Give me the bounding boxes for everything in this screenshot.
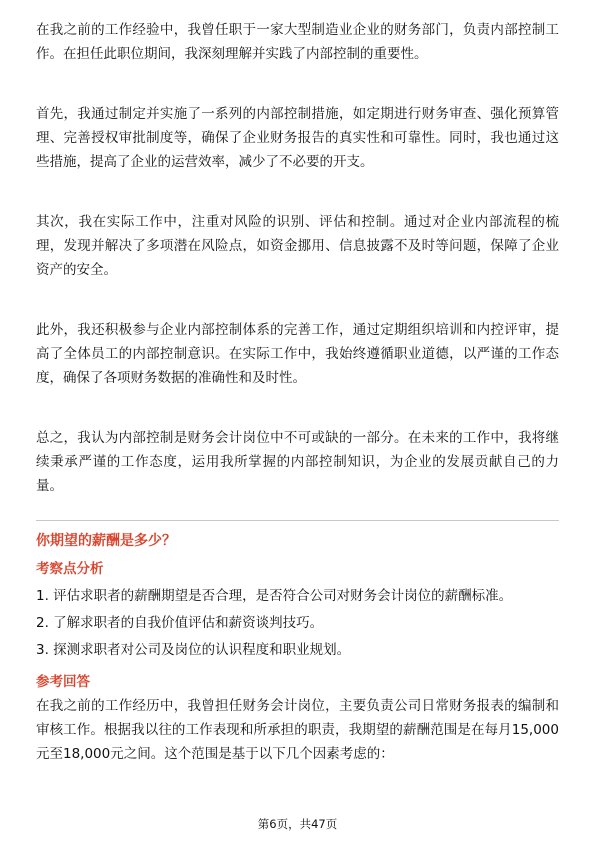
analysis-item: 3. 探测求职者对公司及岗位的认识程度和职业规划。 [36,642,351,658]
analysis-heading: 考察点分析 [36,561,104,577]
paragraph-second: 其次，我在实际工作中，注重对风险的识别、评估和控制。通过对企业内部流程的梳理，发现并解决了多项潜在风险点，如资金挪用、信息披露不及时等问题，保障了企业资产的安全。 [36,214,559,278]
paragraph-first: 首先，我通过制定并实施了一系列的内部控制措施，如定期进行财务审查、强化预算管理、完善授权审批制度等，确保了企业财务报告的真实性和可靠性。同时，我也通过这些措施，提高了企业的运营效率，减少了不必要的开支。 [36,106,559,170]
paragraph-experience: 在我之前的工作经验中，我曾任职于一家大型制造业企业的财务部门，负责内部控制工作。在担任此职位期间，我深刻理解并实践了内部控制的重要性。 [36,22,559,62]
document-body [36,18,559,766]
analysis-list [36,583,559,664]
answer-heading: 参考回答 [36,674,90,690]
answer-text: 在我之前的工作经历中，我曾担任财务会计岗位，主要负责公司日常财务报表的编制和审核工作。根据我以往的工作表现和所承担的职责，我期望的薪酬范围是在每月15,000元至18,000元之间。这个范围是基于以下几个因素考虑的： [36,698,559,762]
paragraph-additionally: 此外，我还积极参与企业内部控制体系的完善工作，通过定期组织培训和内控评审，提高了全体员工的内部控制意识。在实际工作中，我始终遵循职业道德，以严谨的工作态度，确保了各项财务数据的准确性和及时性。 [36,322,559,386]
analysis-item: 2. 了解求职者的自我价值评估和薪资谈判技巧。 [36,615,324,631]
analysis-item: 1. 评估求职者的薪酬期望是否合理，是否符合公司对财务会计岗位的薪酬标准。 [36,588,513,604]
paragraph-conclusion: 总之，我认为内部控制是财务会计岗位中不可或缺的一部分。在未来的工作中，我将继续秉承严谨的工作态度，运用我所掌握的内部控制知识，为企业的发展贡献自己的力量。 [36,430,559,494]
page-number: 第6页，共47页 [257,817,338,831]
question-heading: 你期望的薪酬是多少？ [36,533,176,549]
section-divider [36,520,559,521]
